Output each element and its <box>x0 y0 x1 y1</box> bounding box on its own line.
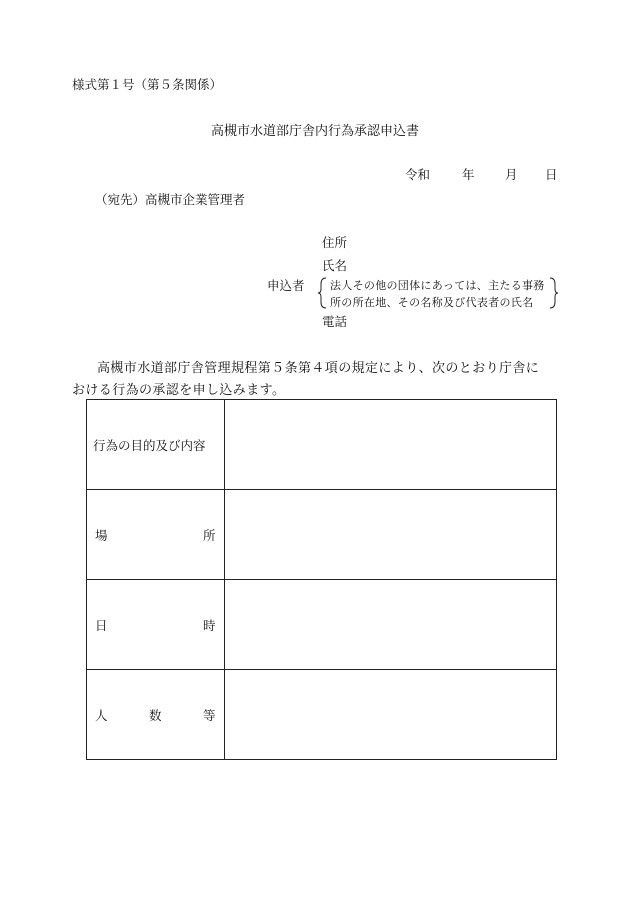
note-line-2: 所の所在地、その名称及び代表者の氏名 <box>330 296 534 309</box>
table-row <box>87 490 557 580</box>
row-label-place <box>87 490 225 580</box>
applicant-label: 申込者 <box>267 278 305 293</box>
place-entry-cell[interactable] <box>225 490 557 580</box>
body-text-line-2: おける行為の承認を申し込みます。 <box>72 383 286 398</box>
note-line-1: 法人その他の団体にあっては、主たる事務 <box>330 279 545 292</box>
date-era: 令和 <box>405 167 431 182</box>
label-char: 場 <box>95 527 108 543</box>
row-label-headcount <box>87 670 225 760</box>
date-month: 月 <box>505 167 518 182</box>
row-label-purpose <box>87 400 225 490</box>
date-day: 日 <box>545 167 558 182</box>
date-year: 年 <box>462 167 475 182</box>
label-char: 所 <box>203 527 216 543</box>
purpose-entry-cell[interactable] <box>225 400 557 490</box>
corporate-note <box>318 276 558 310</box>
application-table <box>86 399 557 760</box>
table-row <box>87 670 557 760</box>
label-char: 時 <box>203 617 216 633</box>
row-label-datetime <box>87 580 225 670</box>
label-char: 日 <box>95 617 108 633</box>
date-line <box>0 165 630 183</box>
label-text: 行為の目的及び内容 <box>93 437 206 453</box>
table-row <box>87 580 557 670</box>
datetime-entry-cell[interactable] <box>225 580 557 670</box>
form-number: 様式第１号（第５条関係） <box>72 77 223 92</box>
headcount-entry-cell[interactable] <box>225 670 557 760</box>
label-char: 数 <box>149 707 162 723</box>
address-label: 住所 <box>322 235 348 250</box>
label-char: 人 <box>95 707 108 723</box>
phone-label: 電話 <box>322 314 348 329</box>
addressee: （宛先）高槻市企業管理者 <box>95 192 246 207</box>
document-title: 高槻市水道部庁舎内行為承認申込書 <box>210 124 419 139</box>
name-label: 氏名 <box>322 258 348 273</box>
body-text-line-1: 高槻市水道部庁舎管理規程第５条第４項の規定により、次のとおり庁舎に <box>97 361 540 376</box>
label-char: 等 <box>203 707 216 723</box>
table-row <box>87 400 557 490</box>
